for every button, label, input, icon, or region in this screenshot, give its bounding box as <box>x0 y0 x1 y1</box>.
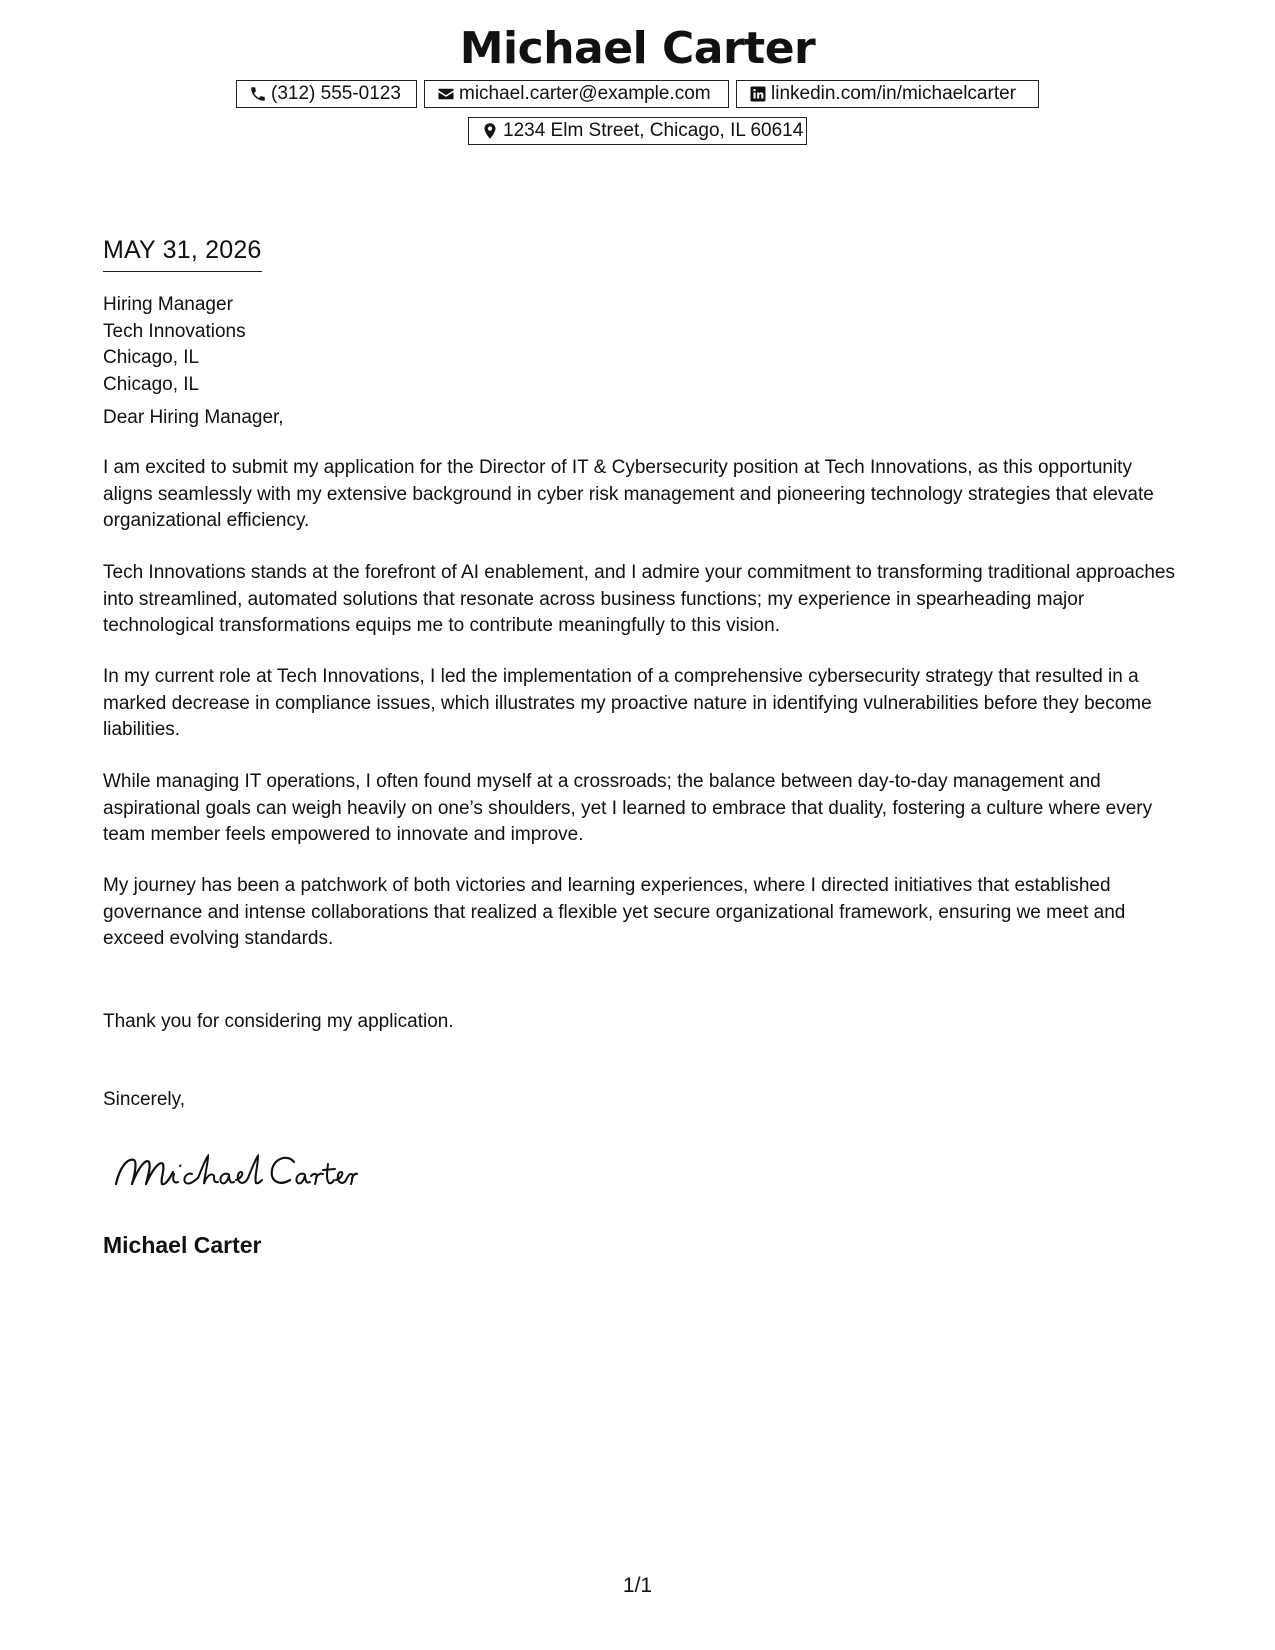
page-number: 1/1 <box>622 1574 653 1597</box>
applicant-name-heading: Michael Carter <box>459 23 816 74</box>
closing: Sincerely, <box>103 1089 186 1110</box>
phone-number: (312) 555-0123 <box>271 83 401 104</box>
body-paragraph: Thank you for considering my application. <box>103 1011 454 1032</box>
envelope-icon <box>437 85 455 103</box>
handwritten-signature <box>108 1140 358 1204</box>
linkedin-url: linkedin.com/in/michaelcarter <box>771 83 1016 104</box>
recipient-line: Chicago, IL <box>103 373 200 395</box>
recipient-line: Hiring Manager <box>103 294 233 315</box>
map-marker-icon <box>481 122 499 140</box>
contact-info-row <box>0 80 1275 108</box>
body-paragraph: I am excited to submit my application for the Director of IT & Cybersecurity position at Tech Innovations, as this opportunity aligns seamlessly with my extensive background in cyber risk management and pioneering technology strategies that elevate organizational efficiency. <box>103 457 1154 531</box>
body-paragraph: While managing IT operations, I often found myself at a crossroads; the balance between day-to-day management and aspirational goals can weigh heavily on one’s shoulders, yet I learned to embrace that duality, fostering a culture where every team member feels empowered to innovate and improve. <box>103 771 1153 845</box>
body-paragraph: My journey has been a patchwork of both victories and learning experiences, where I directed initiatives that established governance and intense collaborations that realized a flexible yet secure organizational framework, ensuring we meet and exceed evolving standards. <box>103 875 1126 949</box>
phone-contact <box>236 80 417 108</box>
address-contact <box>468 117 807 145</box>
letter-date: MAY 31, 2026 <box>103 234 262 272</box>
signer-name: Michael Carter <box>103 1232 262 1258</box>
phone-icon <box>249 85 267 103</box>
recipient-block <box>103 292 246 398</box>
linkedin-icon <box>749 85 767 103</box>
body-paragraph: Tech Innovations stands at the forefront of AI enablement, and I admire your commitment to transforming traditional approaches into streamlined, automated solutions that resonate across business functions; my experience in spearheading major technological transformations equips me to contribute meaningfully to this vision. <box>103 562 1175 636</box>
email-address: michael.carter@example.com <box>459 83 711 104</box>
email-contact <box>424 80 729 108</box>
street-address: 1234 Elm Street, Chicago, IL 60614 <box>503 120 804 141</box>
address-row <box>0 117 1275 145</box>
recipient-line: Chicago, IL <box>103 347 200 368</box>
linkedin-contact <box>736 80 1039 108</box>
recipient-line: Tech Innovations <box>103 320 246 342</box>
salutation: Dear Hiring Manager, <box>103 407 284 428</box>
body-paragraph: In my current role at Tech Innovations, I led the implementation of a comprehensive cybersecurity strategy that resulted in a marked decrease in compliance issues, which illustrates my proactive nature in identifying vulnerabilities before they become liabilities. <box>103 666 1152 740</box>
